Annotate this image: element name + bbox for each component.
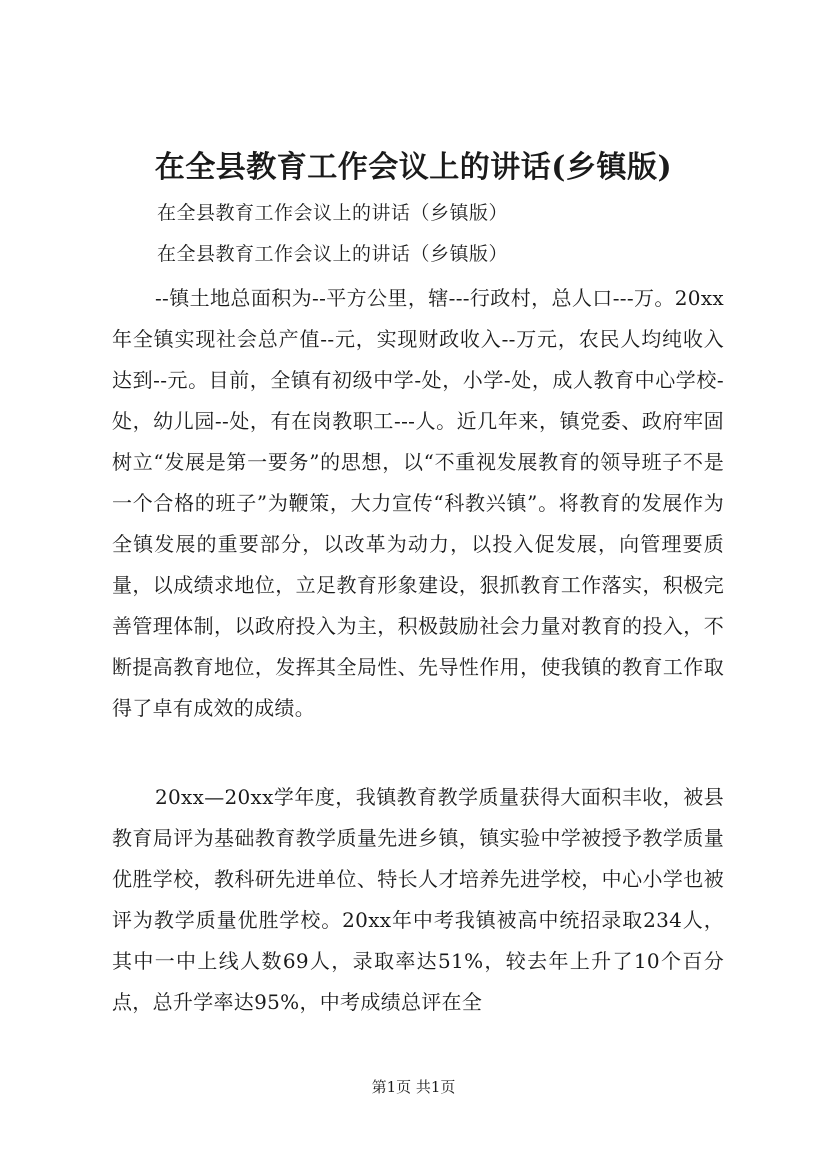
subtitle-line-2: 在全县教育工作会议上的讲话（乡镇版）	[157, 243, 509, 265]
body-paragraph-2: 20xx—20xx学年度，我镇教育教学质量获得大面积丰收，被县教育局评为基础教育教学质量先进乡镇，镇实验中学被授予教学质量优胜学校，教科研先进单位、特长人才培养先进学校，中心小学也被评为教学质量优胜学校。20xx年中考我镇被高中统招录取234人，其中一中上线人数69人，录取率达51%，较去年上升了10个百分点，总升学率达95%，中考成绩总评在全	[112, 785, 724, 1014]
page-footer: 第1页 共1页	[371, 1078, 456, 1096]
document-title: 在全县教育工作会议上的讲话(乡镇版)	[154, 150, 673, 185]
subtitle-line-1: 在全县教育工作会议上的讲话（乡镇版）	[157, 202, 509, 224]
body-paragraph-1: --镇土地总面积为--平方公里，辖---行政村，总人口---万。20xx年全镇实现社会总产值--元，实现财政收入--万元，农民人均纯收入达到--元。目前，全镇有初级中学-处，小学-处，成人教育中心学校-处，幼儿园--处，有在岗教职工---人。近几年来，镇党委、政府牢固树立“发展是第一要务”的思想，以“不重视发展教育的领导班子不是一个合格的班子”为鞭策，大力宣传“科教兴镇”。将教育的发展作为全镇发展的重要部分，以改革为动力，以投入促发展，向管理要质量，以成绩求地位，立足教育形象建设，狠抓教育工作落实，积极完善管理体制，以政府投入为主，积极鼓励社会力量对教育的投入，不断提高教育地位，发挥其全局性、先导性作用，使我镇的教育工作取得了卓有成效的成绩。	[112, 286, 724, 720]
